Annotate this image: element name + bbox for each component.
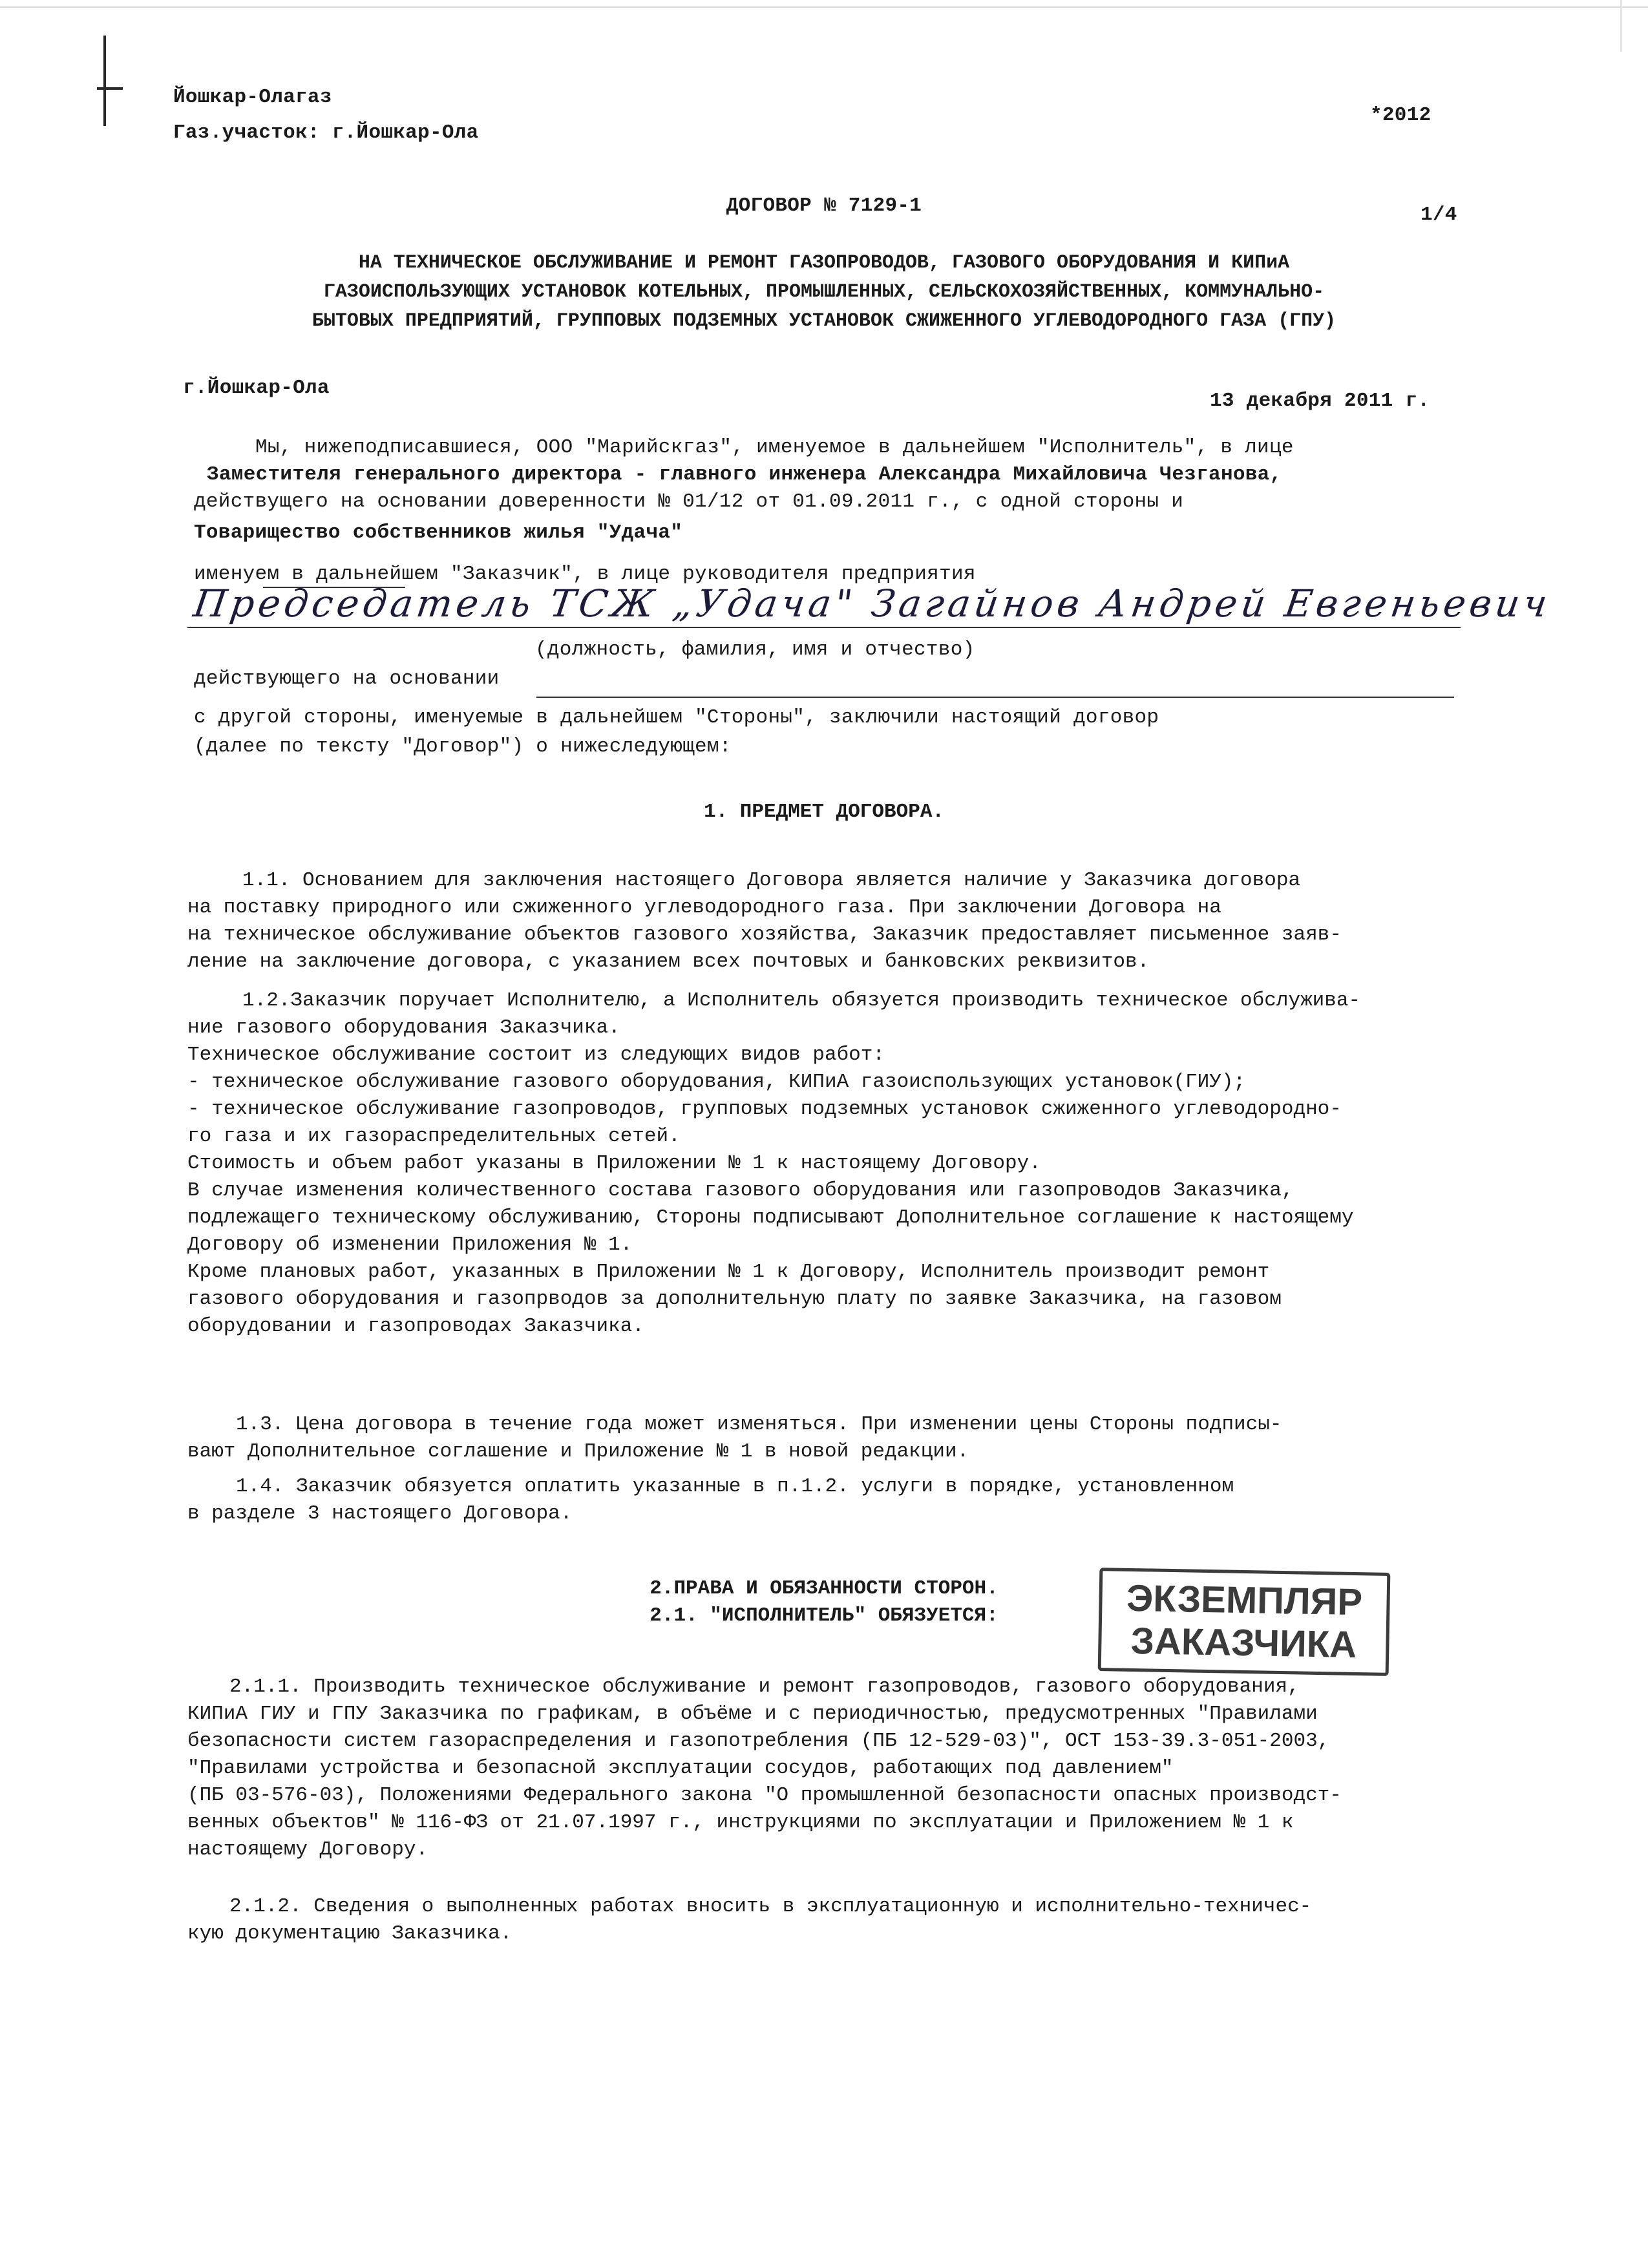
- clause-1-3: [187, 1411, 1454, 1465]
- handwritten-signatory: Председатель ТСЖ „Удача" Загайнов Андрей Евгеньевич: [191, 582, 1554, 625]
- text-line: Стоимость и объем работ указаны в Приложении № 1 к настоящему Договору.: [187, 1152, 1041, 1175]
- text-line: го газа и их газораспределительных сетей.: [187, 1125, 681, 1148]
- stamp-line: ЗАКАЗЧИКА: [1130, 1619, 1357, 1666]
- scan-right-edge: [1620, 0, 1622, 52]
- intro-line-2: Заместителя генерального директора - главного инженера Александра Михайловича Чезганова,: [207, 463, 1282, 486]
- text-line: В случае изменения количественного состава газового оборудования или газопроводов Заказчика,: [187, 1179, 1294, 1202]
- intro-line-8: (далее по тексту "Договор") о нижеследующем:: [194, 735, 732, 758]
- organization-name: Йошкар-Олагаз: [173, 86, 332, 109]
- text-line: Техническое обслуживание состоит из следующих видов работ:: [187, 1044, 885, 1066]
- text-line: вают Дополнительное соглашение и Приложение № 1 в новой редакции.: [187, 1440, 969, 1463]
- clause-1-2: [187, 987, 1454, 1340]
- text-line: - техническое обслуживание газопроводов, групповых подземных установок сжиженного углеводородно-: [187, 1098, 1342, 1120]
- title-line: БЫТОВЫХ ПРЕДПРИЯТИЙ, ГРУППОВЫХ ПОДЗЕМНЫХ УСТАНОВОК СЖИЖЕННОГО УГЛЕВОДОРОДНОГО ГАЗА (ГПУ): [312, 310, 1336, 332]
- text-line: 1.4. Заказчик обязуется оплатить указанные в п.1.2. услуги в порядке, установленном: [236, 1475, 1234, 1498]
- text-line: - техническое обслуживание газового оборудования, КИПиА газоиспользующих установок(ГИУ);: [187, 1071, 1246, 1093]
- copy-stamp: [1098, 1568, 1391, 1676]
- section-2-heading: 2.ПРАВА И ОБЯЗАННОСТИ СТОРОН.: [650, 1577, 998, 1600]
- text-line: настоящему Договору.: [187, 1838, 428, 1861]
- text-line: 1.3. Цена договора в течение года может изменяться. При изменении цены Стороны подписы-: [236, 1413, 1282, 1436]
- text-line: подлежащего техническому обслуживанию, Стороны подписывают Дополнительное соглашение к настоящему: [187, 1206, 1354, 1229]
- text-line: венных объектов" № 116-ФЗ от 21.07.1997 г., инструкциями по эксплуатации и Приложением № 1 к: [187, 1811, 1294, 1834]
- intro-line-7: с другой стороны, именуемые в дальнейшем "Стороны", заключили настоящий договор: [194, 706, 1159, 729]
- text-line: 1.1. Основанием для заключения настоящего Договора является наличие у Заказчика договора: [242, 869, 1301, 892]
- intro-line-5: именуем в дальнейшем "Заказчик", в лице руководителя предприятия: [194, 563, 976, 585]
- text-line: КИПиА ГИУ и ГПУ Заказчика по графикам, в объёме и с периодичностью, предусмотренных "Правилами: [187, 1703, 1318, 1725]
- contract-date: 13 декабря 2011 г.: [1210, 390, 1430, 412]
- signatory-line: [187, 627, 1461, 628]
- text-line: 1.2.Заказчик поручает Исполнителю, а Исполнитель обязуется производить техническое обслужива-: [242, 989, 1361, 1012]
- title-line: ГАЗОИСПОЛЬЗУЮЩИХ УСТАНОВОК КОТЕЛЬНЫХ, ПРОМЫШЛЕННЫХ, СЕЛЬСКОХОЗЯЙСТВЕННЫХ, КОММУНАЛЬНО-: [323, 281, 1325, 303]
- text-line: на поставку природного или сжиженного углеводородного газа. При заключении Договора на: [187, 896, 1221, 919]
- pen-mark-vertical: [103, 36, 106, 126]
- text-line: 2.1.2. Сведения о выполненных работах вносить в эксплуатационную и исполнительно-техничес-: [229, 1895, 1312, 1918]
- place: г.Йошкар-Ола: [183, 377, 330, 399]
- text-line: ление на заключение договора, с указанием всех почтовых и банковских реквизитов.: [187, 950, 1150, 973]
- text-line: (ПБ 03-576-03), Положениями Федерального закона "О промышленной безопасности опасных производст-: [187, 1784, 1342, 1807]
- contract-title: [0, 249, 1648, 336]
- stamp-line: ЭКЗЕМПЛЯР: [1126, 1577, 1363, 1624]
- pen-mark-horizontal: [97, 87, 123, 90]
- gas-site: Газ.участок: г.Йошкар-Ола: [173, 121, 479, 144]
- signatory-caption: (должность, фамилия, имя и отчество): [535, 638, 975, 661]
- year-mark: *2012: [1370, 104, 1431, 127]
- text-line: оборудовании и газопроводах Заказчика.: [187, 1315, 644, 1338]
- intro-line-1: Мы, нижеподписавшиеся, ООО "Марийскгаз", именуемое в дальнейшем "Исполнитель", в лице: [255, 436, 1294, 459]
- section-2-1-subheading: 2.1. "ИСПОЛНИТЕЛЬ" ОБЯЗУЕТСЯ:: [650, 1604, 998, 1627]
- text-line: "Правилами устройства и безопасной эксплуатации сосудов, работающих под давлением": [187, 1757, 1174, 1780]
- intro-line-6: действующего на основании: [194, 667, 500, 690]
- basis-blank-line: [536, 697, 1454, 698]
- clause-2-1-2: [187, 1893, 1454, 1948]
- text-line: ние газового оборудования Заказчика.: [187, 1016, 620, 1039]
- text-line: 2.1.1. Производить техническое обслуживание и ремонт газопроводов, газового оборудования,: [229, 1675, 1300, 1698]
- text-line: безопасности систем газораспределения и газопотребления (ПБ 12-529-03)", ОСТ 153-39.3-051-2003,: [187, 1730, 1330, 1752]
- intro-line-3: действущего на основании доверенности № 01/12 от 01.09.2011 г., с одной стороны и: [194, 490, 1184, 513]
- text-line: в разделе 3 настоящего Договора.: [187, 1502, 573, 1525]
- text-line: газового оборудования и газопрводов за дополнительную плату по заявке Заказчика, на газовом: [187, 1288, 1282, 1310]
- scan-top-edge: [0, 0, 1648, 8]
- clause-1-1: [187, 867, 1454, 976]
- section-1-heading: 1. ПРЕДМЕТ ДОГОВОРА.: [703, 801, 945, 823]
- page-number: 1/4: [1421, 204, 1457, 226]
- text-line: Кроме плановых работ, указанных в Приложении № 1 к Договору, Исполнитель производит ремонт: [187, 1261, 1270, 1283]
- text-line: кую документацию Заказчика.: [187, 1922, 512, 1945]
- title-line: НА ТЕХНИЧЕСКОЕ ОБСЛУЖИВАНИЕ И РЕМОНТ ГАЗОПРОВОДОВ, ГАЗОВОГО ОБОРУДОВАНИЯ И КИПиА: [358, 252, 1290, 274]
- text-line: Договору об изменении Приложения № 1.: [187, 1234, 633, 1256]
- intro-line-4: Товарищество собственников жилья "Удача": [194, 521, 683, 544]
- contract-number: ДОГОВОР № 7129-1: [726, 194, 922, 217]
- clause-1-4: [187, 1473, 1454, 1528]
- text-line: на техническое обслуживание объектов газового хозяйства, Заказчик предоставляет письменное заяв-: [187, 923, 1342, 946]
- clause-2-1-1: [187, 1674, 1454, 1864]
